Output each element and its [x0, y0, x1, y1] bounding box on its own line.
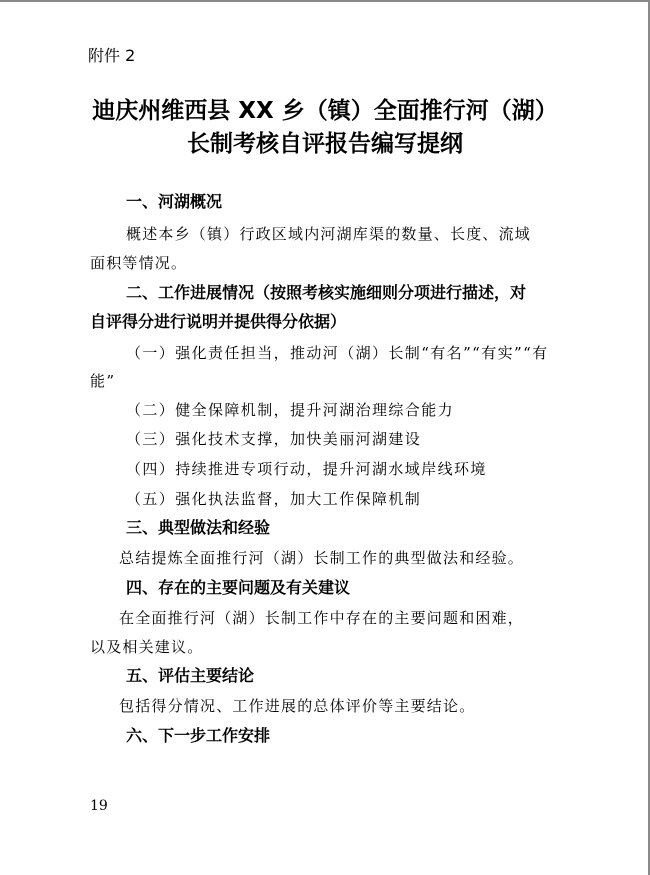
section-6-heading: 六、下一步工作安排 [126, 726, 271, 745]
section-2-item-1-line-2: 能” [90, 372, 116, 390]
section-1-body-line-1: 概述本乡（镇）行政区域内河湖库渠的数量、长度、流域 [126, 225, 532, 243]
section-1-heading: 一、河湖概况 [126, 192, 223, 211]
section-5-body: 包括得分情况、工作进展的总体评价等主要结论。 [119, 697, 476, 715]
section-4-body-line-2: 以及相关建议。 [90, 638, 204, 656]
section-2-item-4: （四）持续推进专项行动，提升河湖水域岸线环境 [126, 460, 487, 478]
section-2-item-2: （二）健全保障机制，提升河湖治理综合能力 [126, 401, 455, 419]
section-2-item-5: （五）强化执法监督，加大工作保障机制 [126, 490, 422, 508]
section-3-heading: 三、典型做法和经验 [126, 518, 271, 537]
section-2-item-1-line-1: （一）强化责任担当，推动河（湖）长制“有名”“有实”“有 [126, 344, 549, 362]
document-title-line-2: 长制考核自评报告编写提纲 [187, 131, 463, 157]
attachment-label: 附件 2 [88, 46, 136, 65]
section-3-body: 总结提炼全面推行河（湖）长制工作的典型做法和经验。 [119, 549, 525, 567]
section-2-item-3: （三）强化技术支撑，加快美丽河湖建设 [126, 430, 422, 448]
page-number: 19 [90, 798, 108, 814]
section-2-heading-line-1: 二、工作进展情况（按照考核实施细则分项进行描述，对 [126, 283, 527, 302]
section-5-heading: 五、评估主要结论 [126, 666, 255, 685]
section-4-body-line-1: 在全面推行河（湖）长制工作中存在的主要问题和困难， [119, 609, 525, 627]
section-4-heading: 四、存在的主要问题及有关建议 [126, 578, 351, 597]
document-title-line-1: 迪庆州维西县 XX 乡（镇）全面推行河（湖） [92, 98, 558, 124]
section-1-body-line-2: 面积等情况。 [90, 254, 188, 272]
section-2-heading-line-2: 自评得分进行说明并提供得分依据） [90, 312, 347, 331]
